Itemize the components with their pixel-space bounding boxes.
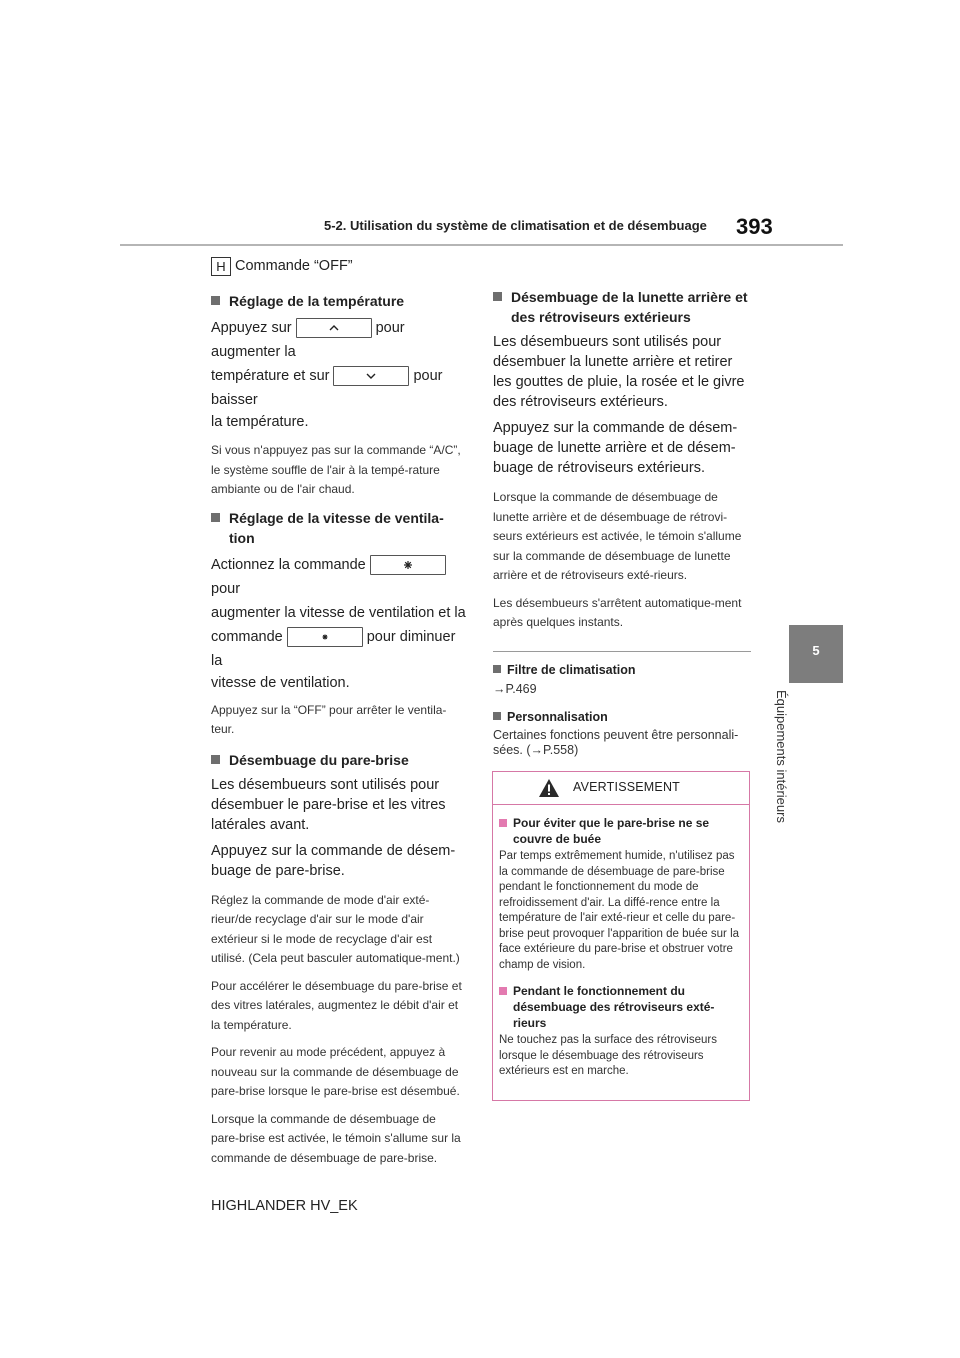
warning-heading-2: Pendant le fonctionnement du désembuage des rétroviseurs exté-rieurs (499, 983, 743, 1031)
fan-large-icon (403, 560, 413, 570)
section-divider (493, 651, 751, 652)
custom-heading: Personnalisation (493, 709, 751, 725)
heading-bullet (493, 712, 501, 720)
fan-small-icon (321, 633, 329, 641)
fan-line-3: commande pour diminuer la (211, 628, 456, 669)
footer-model: HIGHLANDER HV_EK (211, 1198, 358, 1214)
warning-header (493, 772, 749, 805)
label-h: H (211, 257, 231, 276)
chapter-label-text: Équipements intérieurs (774, 690, 789, 823)
rear-note-1: Lorsque la commande de désembuage de lunette arrière et de désembuage de rétrovi-seurs extérieurs est activée, le témoin s'allume sur la commande de désembuage de lunette arrière et de rétroviseurs exté-rieurs. (493, 490, 742, 582)
temp-up-key (296, 318, 372, 338)
windshield-heading: Désembuage du pare-brise (211, 750, 467, 770)
header-divider (120, 244, 843, 246)
temp-heading: Réglage de la température (211, 291, 467, 311)
temp-down-key (333, 366, 409, 386)
warning-heading-1: Pour éviter que le pare-brise ne se couvre de buée (499, 815, 743, 847)
windshield-note-2: Pour accélérer le désembuage du pare-brise et des vitres latérales, augmentez le débit d'air et la température. (211, 978, 462, 1032)
filter-ref[interactable]: →P.469 (493, 681, 537, 696)
h-item (211, 256, 467, 276)
temp-line-2: température et sur pour baisser (211, 368, 443, 408)
chapter-tab: 5 (789, 625, 843, 683)
left-column (211, 256, 467, 1176)
windshield-text-1: Les désembueurs sont utilisés pour désembuer le pare-brise et les vitres latérales avant. (211, 776, 446, 833)
fan-down-key (287, 627, 363, 647)
fan-line-2: augmenter la vitesse de ventilation et la (211, 604, 466, 621)
warning-text-1: Par temps extrêmement humide, n'utilisez pas la commande de désembuage de pare-brise pendant le fonctionnement du mode de refroidissement d'air. La diffé-rence entre la température de l'air exté-rieur et celle du pare-brise peut provoquer l'apparition de buée sur la face extérieure du pare-brise et obstruer votre champ de vision. (499, 850, 740, 971)
windshield-text-2: Appuyez sur la commande de désem-buage de pare-brise. (211, 842, 456, 879)
section-title: 5-2. Utilisation du système de climatisation et de désembuage (324, 218, 707, 233)
heading-bullet (493, 665, 501, 673)
chevron-down-icon (365, 372, 377, 380)
fan-up-key (370, 555, 446, 575)
rear-heading: Désembuage de la lunette arrière et des rétroviseurs extérieurs (493, 287, 751, 327)
rear-text-2: Appuyez sur la commande de désem-buage de lunette arrière et de désem-buage de rétroviseurs extérieurs. (493, 420, 738, 476)
windshield-note-1: Réglez la commande de mode d'air exté-rieur/de recyclage d'air sur le mode d'air extérieur si le mode de recyclage d'air est utilisé. (Cela peut basculer automatique-ment.) (211, 892, 460, 965)
warning-bullet (499, 819, 507, 827)
rear-note-2: Les désembueurs s'arrêtent automatique-ment après quelques instants. (493, 595, 742, 629)
temp-line-1: Appuyez sur pour augmenter la (211, 320, 405, 360)
heading-bullet (211, 755, 220, 764)
temp-line-3: la température. (211, 414, 309, 430)
page-number: 393 (736, 214, 773, 239)
filter-heading: Filtre de climatisation (493, 662, 751, 678)
fan-note: Appuyez sur la “OFF” pour arrêter le ventila-teur. (211, 702, 447, 736)
temp-note: Si vous n'appuyez pas sur la commande “A/C”, le système souffle de l'air à la tempé-rature ambiante ou de l'air chaud. (211, 443, 461, 496)
heading-bullet (211, 513, 220, 522)
chevron-up-icon (328, 324, 340, 332)
warning-box (492, 771, 750, 1101)
warning-title: AVERTISSEMENT (573, 780, 681, 794)
chapter-label (771, 690, 807, 850)
fan-heading: Réglage de la vitesse de ventila-tion (211, 508, 467, 548)
fan-line-1: Actionnez la commande pour (211, 553, 467, 601)
fan-line-4: vitesse de ventilation. (211, 674, 350, 691)
warning-text-2: Ne touchez pas la surface des rétroviseurs lorsque le désembuage des rétroviseurs extérieurs est en marche. (499, 1034, 717, 1077)
custom-text: Certaines fonctions peuvent être personnali-sées. (→P.558) (493, 727, 739, 757)
right-column (493, 287, 751, 765)
heading-bullet (211, 296, 220, 305)
warning-bullet (499, 987, 507, 995)
warning-triangle-icon (538, 778, 560, 798)
warning-body (493, 805, 749, 1080)
heading-bullet (493, 292, 502, 301)
windshield-note-3: Pour revenir au mode précédent, appuyez à nouveau sur la commande de désembuage de pare-brise lorsque le pare-brise est désembué. (211, 1045, 460, 1098)
windshield-note-4: Lorsque la commande de désembuage de pare-brise est activée, le témoin s'allume sur la commande de désembuage de pare-brise. (211, 1111, 461, 1165)
h-item-text: Commande “OFF” (235, 258, 353, 274)
rear-text-1: Les désembueurs sont utilisés pour désembuer la lunette arrière et retirer les gouttes de pluie, la rosée et le givre des rétroviseurs extérieurs. (493, 334, 745, 410)
